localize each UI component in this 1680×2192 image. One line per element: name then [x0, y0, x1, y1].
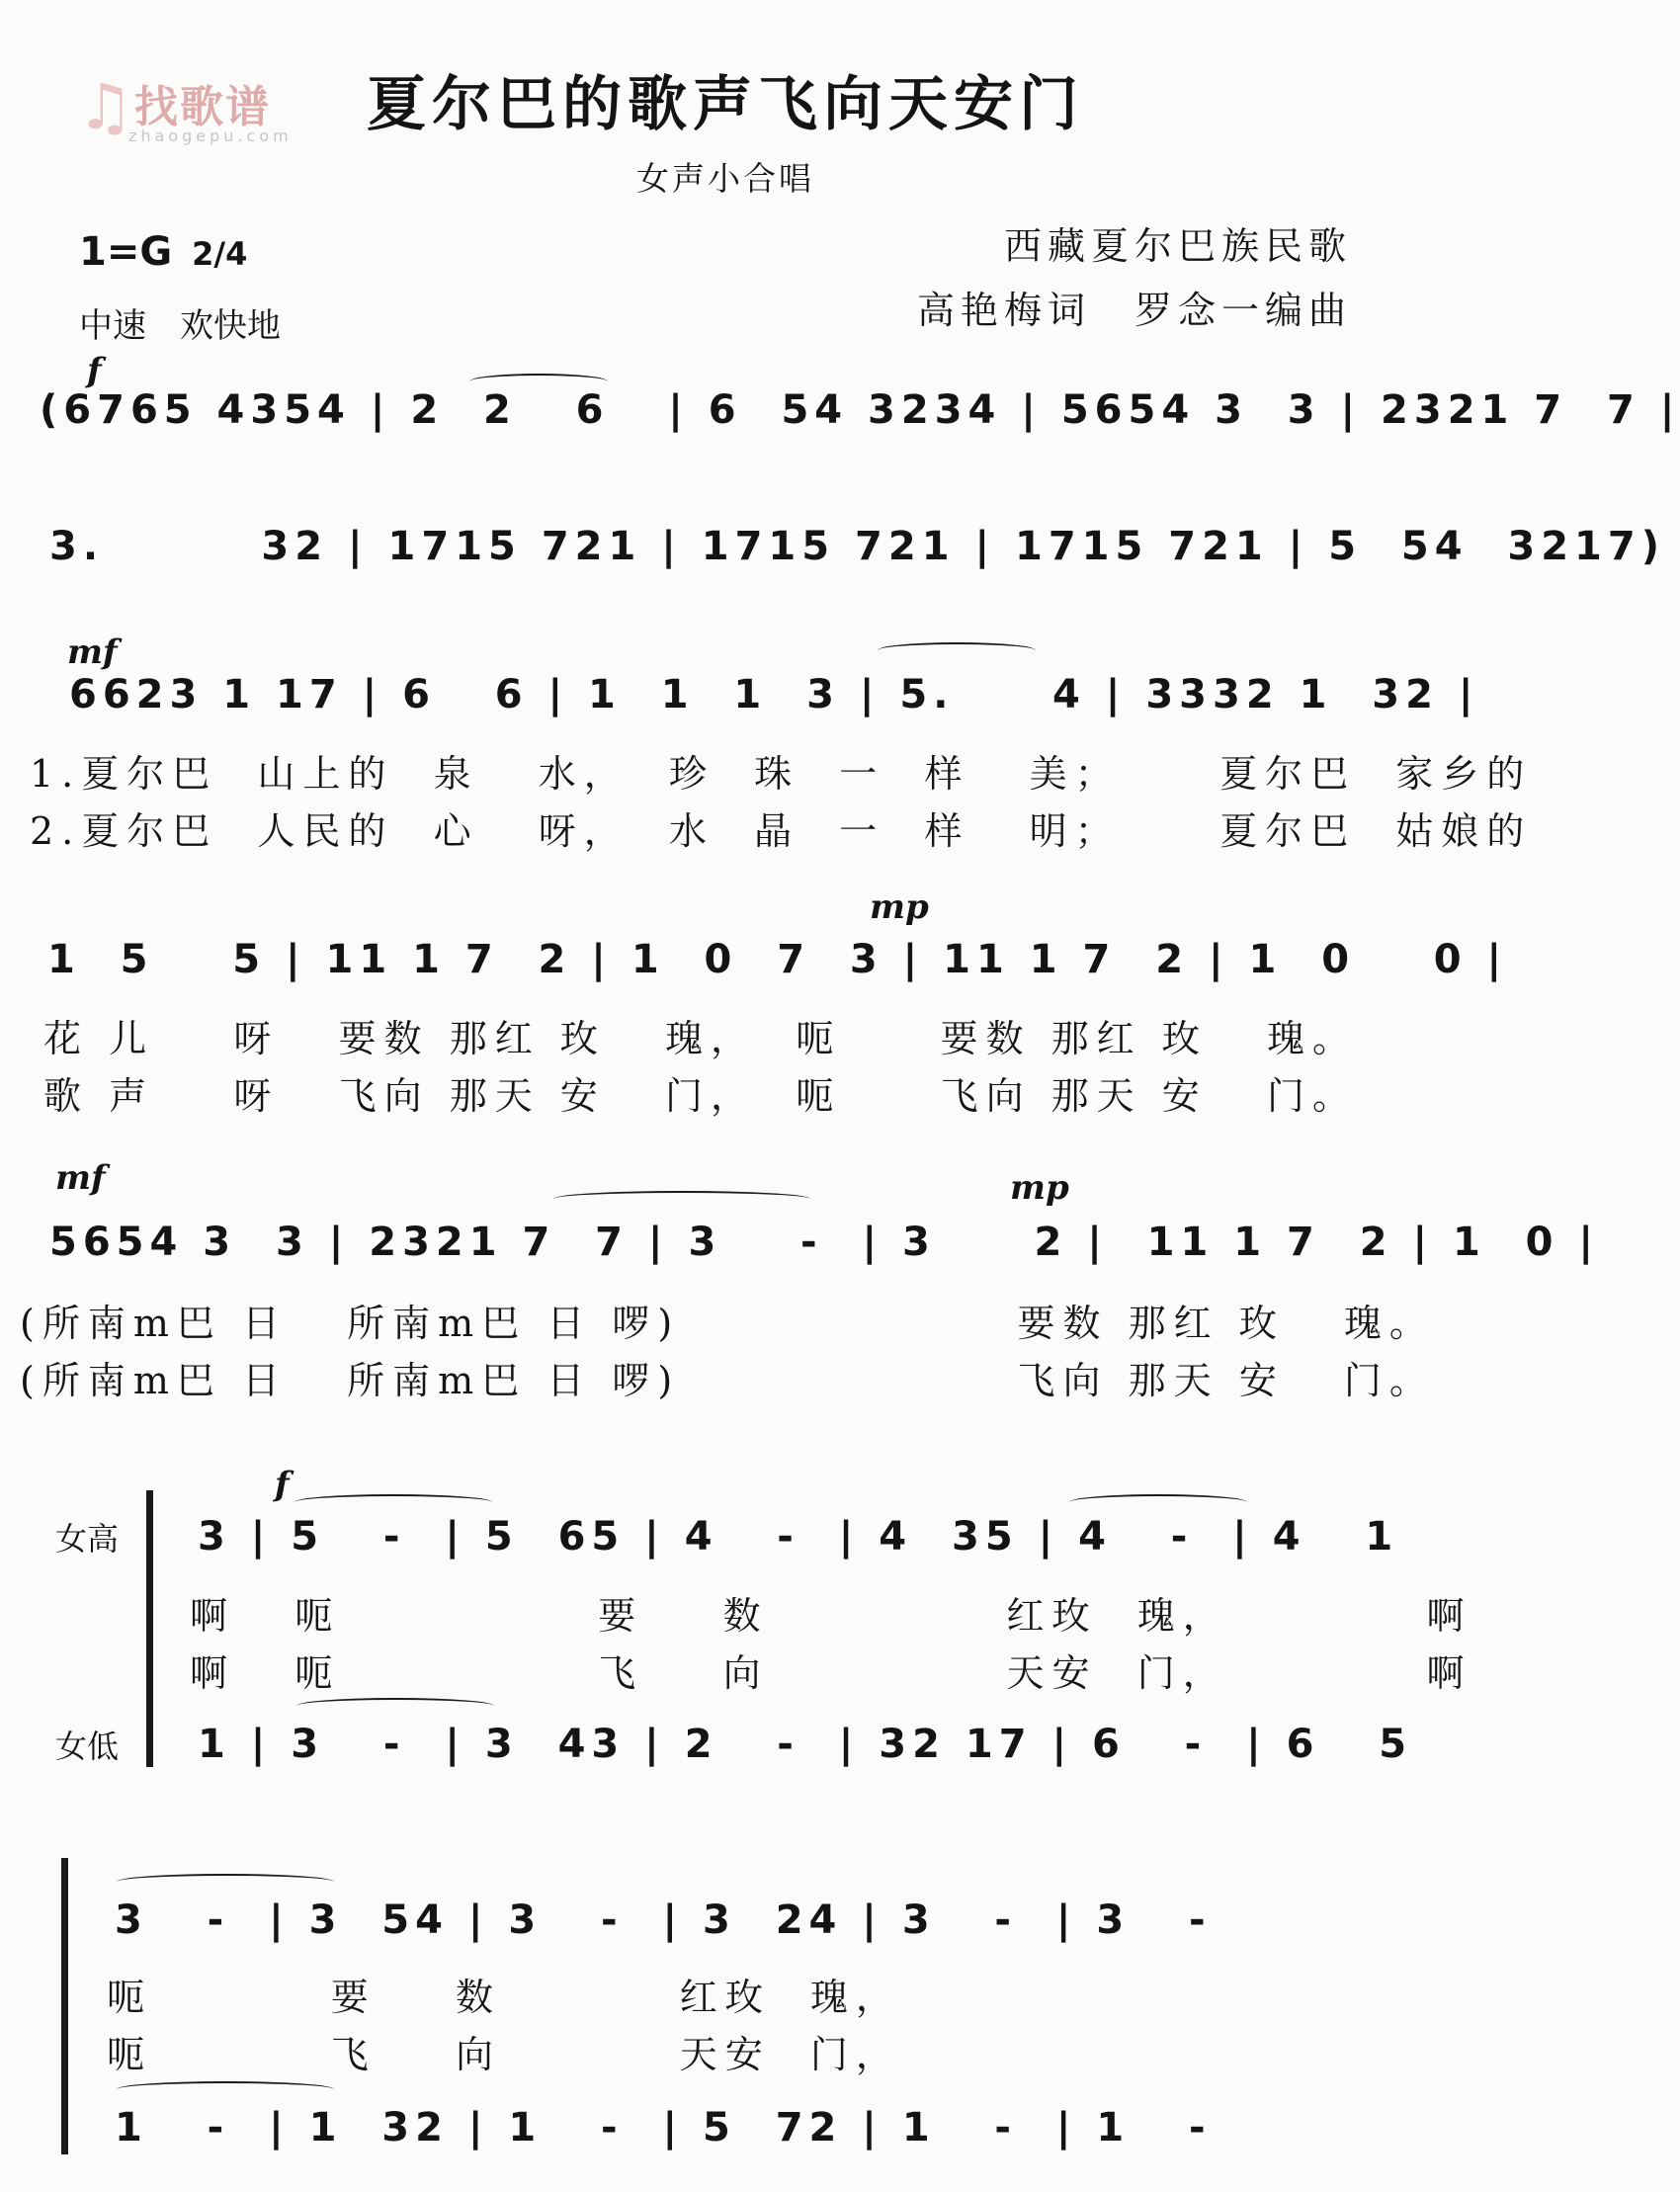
verse-line3-notes: 5654 3 3 | 2321 7 7 | 3 - | 3 2 | 11 1 7 2 | 1 0 |	[49, 1220, 1600, 1265]
tie-arc	[117, 1874, 334, 1890]
watermark-name: 找歌谱	[134, 82, 271, 132]
verse-line2-lyric-1: 花 儿 呀 要数 那红 玫 瑰， 呃 要数 那红 玫 瑰。	[43, 1017, 1358, 1060]
choral-sys2-lyric-2: 呃 飞 向 天安 门，	[107, 2033, 901, 2076]
key-signature	[79, 229, 247, 275]
alto-label: 女低	[55, 1728, 120, 1765]
choral-bracket-2	[61, 1858, 68, 2154]
tie-arc	[296, 1698, 494, 1714]
dynamic-mp-verse: mp	[870, 887, 929, 927]
dynamic-f-intro: f	[87, 351, 102, 390]
choral-bracket-1	[146, 1490, 153, 1767]
tie-arc	[1069, 1494, 1247, 1510]
verse-line1-notes: 6623 1 17 | 6 6 | 1 1 1 3 | 5. 4 | 3332 1 32 |	[69, 672, 1479, 717]
watermark-url: zhaogepu.com	[128, 126, 293, 145]
origin-credit: 西藏夏尔巴族民歌	[1003, 224, 1352, 268]
choral-sys2-lyric-1: 呃 要 数 红玫 瑰，	[107, 1976, 901, 2019]
verse-line2-notes: 1 5 5 | 11 1 7 2 | 1 0 7 3 | 11 1 7 2 | 1 0 0 |	[47, 937, 1508, 982]
choral-sys1-lyric-2: 啊 呃 飞 向 天安 门， 啊	[190, 1651, 1472, 1695]
dynamic-mf-refrain: mf	[55, 1158, 106, 1198]
choral-sys2-alto: 1 - | 1 32 | 1 - | 5 72 | 1 - | 1 -	[115, 2105, 1212, 2150]
dynamic-mf-verse: mf	[67, 632, 118, 672]
tie-arc	[117, 2081, 334, 2097]
tie-arc	[469, 374, 608, 389]
song-subtitle: 女声小合唱	[636, 159, 814, 198]
tie-arc	[294, 1494, 492, 1510]
dynamic-mp-refrain: mp	[1010, 1168, 1069, 1208]
tempo-marking: 中速 欢快地	[79, 306, 281, 346]
tie-arc	[878, 642, 1036, 658]
key-text: 1=G	[79, 229, 173, 275]
author-credit: 高艳梅词 罗念一编曲	[916, 289, 1352, 332]
song-title: 夏尔巴的歌声飞向天安门	[367, 70, 1084, 139]
soprano-label: 女高	[55, 1520, 120, 1558]
choral-sys2-soprano: 3 - | 3 54 | 3 - | 3 24 | 3 - | 3 -	[115, 1897, 1212, 1943]
intro-line-1: (6765 4354 | 2 2 6 | 6 54 3234 | 5654 3 3 | 2321 7 7 |	[40, 387, 1680, 433]
choral-sys1-lyric-1: 啊 呃 要 数 红玫 瑰， 啊	[190, 1594, 1472, 1638]
music-note-icon: ♫	[77, 71, 134, 144]
time-signature: 2/4	[192, 235, 248, 273]
dynamic-f-choral: f	[275, 1465, 290, 1504]
verse-line3-lyric-2: (所南m巴 日 所南m巴 日 啰) 飞向 那天 安 门。	[20, 1359, 1435, 1402]
intro-line-2: 3. 32 | 1715 721 | 1715 721 | 1715 721 | 5 54 3217)	[49, 524, 1665, 569]
verse-line1-lyric-1: 1.夏尔巴 山上的 泉 水， 珍 珠 一 样 美； 夏尔巴 家乡的	[30, 752, 1533, 796]
tie-arc	[553, 1191, 810, 1207]
verse-line1-lyric-2: 2.夏尔巴 人民的 心 呀， 水 晶 一 样 明； 夏尔巴 姑娘的	[30, 809, 1533, 853]
choral-sys1-alto: 1 | 3 - | 3 43 | 2 - | 32 17 | 6 - | 6 5	[198, 1722, 1413, 1767]
choral-sys1-soprano: 3 | 5 - | 5 65 | 4 - | 4 35 | 4 - | 4 1	[198, 1514, 1399, 1560]
verse-line3-lyric-1: (所南m巴 日 所南m巴 日 啰) 要数 那红 玫 瑰。	[20, 1302, 1435, 1345]
verse-line2-lyric-2: 歌 声 呀 飞向 那天 安 门， 呃 飞向 那天 安 门。	[43, 1074, 1358, 1118]
